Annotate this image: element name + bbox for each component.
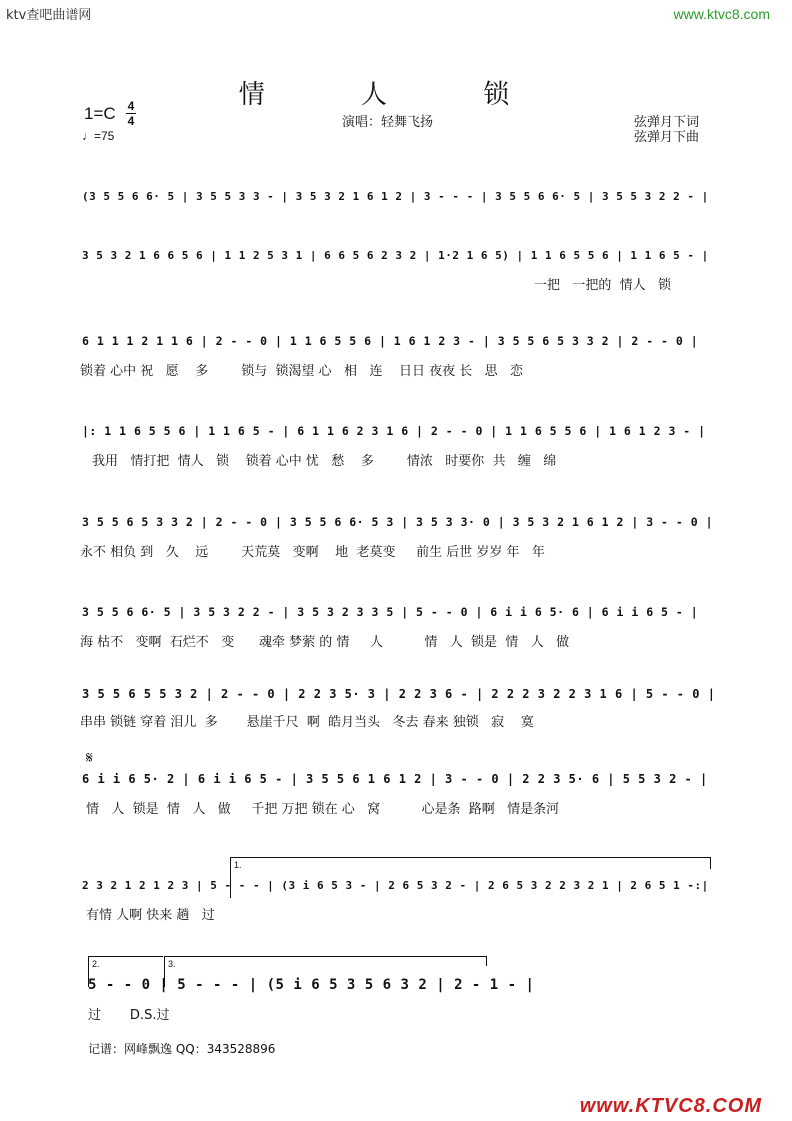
watermark-logo: www.KTVC8.COM — [579, 1095, 762, 1117]
lyrics-row-3: 锁着 心中 祝 愿 多 锁与 锁渴望 心 相 连 日日 夜夜 长 思 恋 — [80, 364, 524, 379]
lyrics-row-2: 一把 一把的 情人 锁 — [534, 278, 672, 293]
lyrics-row-7: 串串 锁链 穿着 泪儿 多 悬崖千尺 啊 皓月当头 冬去 春来 独锁 寂 寞 — [80, 715, 534, 730]
key-signature: 1=C — [84, 104, 116, 123]
third-ending-label: 3. — [168, 959, 176, 969]
lyrics-row-4: 我用 情打把 情人 锁 锁着 心中 忧 愁 多 情浓 时要你 共 缠 绵 — [92, 454, 557, 469]
notes-row-9: 2 3 2 1 2 1 2 3 | 5 - - - | (3 i 6 5 3 - | 2 6 5 3 2 - | 2 6 5 3 2 2 3 2 1 | 2 6 5 1 -:| — [82, 879, 709, 892]
singer-credit: 演唱：轻舞飞扬 — [342, 115, 434, 130]
meter-top: 4 — [127, 99, 135, 113]
third-ending-end — [486, 956, 487, 966]
transcriber-credit: 记谱：网峰飘逸 QQ：343528896 — [88, 1042, 276, 1056]
second-ending-label: 2. — [92, 959, 100, 969]
notes-row-7: 3 5 5 6 5 5 3 2 | 2 - - 0 | 2 2 3 5· 3 | 2 2 3 6 - | 2 2 2 3 2 2 3 1 6 | 5 - - 0 | — [82, 687, 716, 701]
notes-row-1: (3 5 5 6 6· 5 | 3 5 5 3 3 - | 3 5 3 2 1 6 1 2 | 3 - - - | 3 5 5 6 6· 5 | 3 5 5 3 2 2 - | — [82, 190, 709, 203]
notes-row-3: 6 1 1 1 2 1 1 6 | 2 - - 0 | 1 1 6 5 5 6 | 1 6 1 2 3 - | 3 5 5 6 5 3 3 2 | 2 - - 0 | — [82, 334, 699, 348]
lyrics-row-5: 永不 相负 到 久 远 天荒莫 变啊 地 老莫变 前生 后世 岁岁 年 年 — [80, 545, 545, 560]
segno-sign: 𝄋 — [86, 748, 93, 767]
lyricist-credit: 弦弹月下词 — [634, 115, 700, 130]
time-signature — [126, 100, 136, 127]
notes-row-10: 5 - - 0 | 5 - - - | (5 i 6 5 3 5 6 3 2 | 2 - 1 - | — [88, 977, 535, 993]
meter-bottom: 4 — [127, 114, 135, 128]
notes-row-4: |: 1 1 6 5 5 6 | 1 1 6 5 - | 6 1 1 6 2 3 1 6 | 2 - - 0 | 1 1 6 5 5 6 | 1 6 1 2 3 - | — [82, 424, 706, 438]
lyrics-row-6: 海 枯不 变啊 石烂不 变 魂牵 梦萦 的 情 人 情 人 锁是 情 人 做 — [80, 635, 570, 650]
tempo-marking: ♩=75 — [82, 129, 115, 143]
notes-row-5: 3 5 5 6 5 3 3 2 | 2 - - 0 | 3 5 5 6 6· 5 3 | 3 5 3 3· 0 | 3 5 3 2 1 6 1 2 | 3 - - 0 | — [82, 515, 714, 529]
first-ending-end — [710, 857, 711, 869]
composer-credit: 弦弹月下曲 — [634, 130, 700, 145]
lyrics-row-8: 情 人 锁是 情 人 做 千把 万把 锁在 心 窝 心是条 路啊 情是条河 — [86, 802, 560, 817]
notes-row-8: 6 i i 6 5· 2 | 6 i i 6 5 - | 3 5 5 6 1 6 1 2 | 3 - - 0 | 2 2 3 5· 6 | 5 5 3 2 - | — [82, 772, 708, 786]
first-ending-label: 1. — [234, 860, 242, 870]
site-name-left: ktv查吧曲谱网 — [6, 8, 92, 23]
lyrics-row-10: 过 D.S.过 — [88, 1008, 170, 1023]
song-title: 情 人 锁 — [238, 80, 554, 110]
site-url-right: www.ktvc8.com — [673, 6, 770, 22]
notes-row-2: 3 5 3 2 1 6 6 5 6 | 1 1 2 5 3 1 | 6 6 5 6 2 3 2 | 1·2 1 6 5) | 1 1 6 5 5 6 | 1 1 6 5 - | — [82, 249, 709, 262]
notes-row-6: 3 5 5 6 6· 5 | 3 5 3 2 2 - | 3 5 3 2 3 3 5 | 5 - - 0 | 6 i i 6 5· 6 | 6 i i 6 5 - | — [82, 605, 699, 619]
lyrics-row-9: 有情 人啊 快来 趟 过 — [86, 908, 215, 923]
